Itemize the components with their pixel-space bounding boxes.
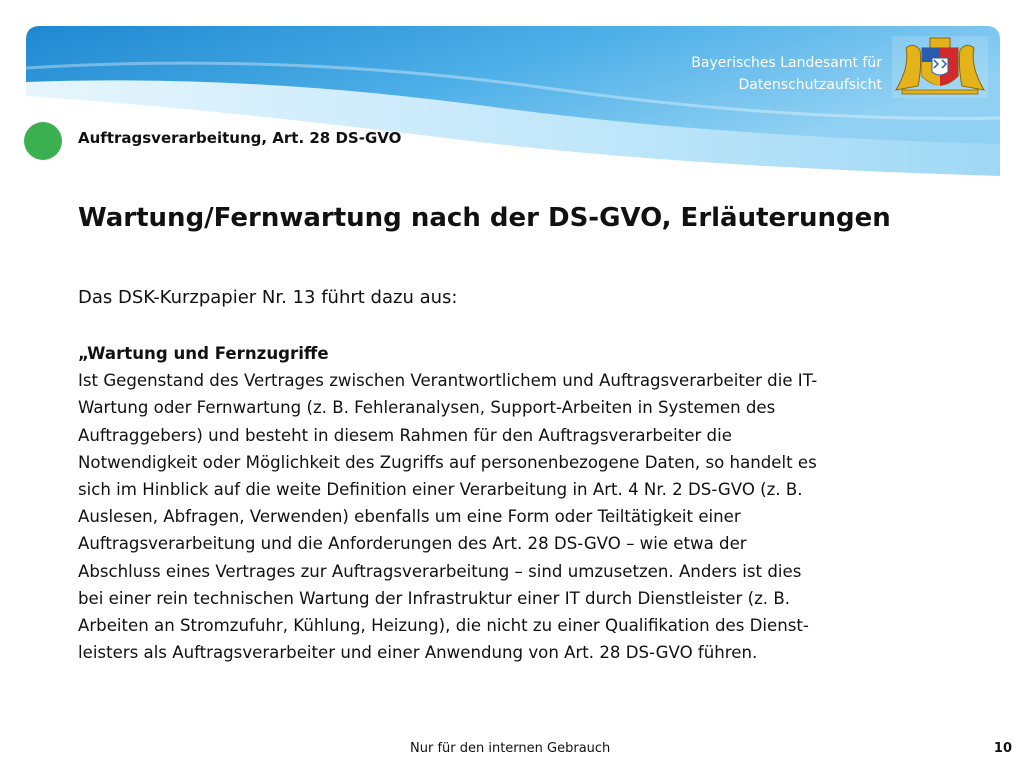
organization-name-line2: Datenschutzaufsicht <box>738 77 882 93</box>
quote-line: Auslesen, Abfragen, Verwenden) ebenfalls um eine Form oder Teiltätigkeit einer <box>78 507 741 527</box>
header-banner <box>26 26 1000 176</box>
quote-line: Wartung oder Fernwartung (z. B. Fehleranalysen, Support-Arbeiten in Systemen des <box>78 398 776 418</box>
bavarian-coat-of-arms-icon <box>892 36 988 98</box>
section-indicator-dot <box>24 122 62 160</box>
quote-block <box>78 340 958 666</box>
quote-line: bei einer rein technischen Wartung der Infrastruktur einer IT durch Dienstleister (z. B. <box>78 588 791 608</box>
quote-line: Auftragsverarbeitung und die Anforderungen des Art. 28 DS-GVO – wie etwa der <box>78 534 747 554</box>
quote-line: sich im Hinblick auf die weite Definition einer Verarbeitung in Art. 4 Nr. 2 DS-GVO (z. B. <box>78 480 803 500</box>
page-number: 10 <box>993 741 1012 756</box>
intro-text: Das DSK-Kurzpapier Nr. 13 führt dazu aus: <box>78 287 458 308</box>
slide-title: Wartung/Fernwartung nach der DS-GVO, Erläuterungen <box>78 203 891 233</box>
organization-name <box>691 52 882 96</box>
quote-line: Ist Gegenstand des Vertrages zwischen Verantwortlichem und Auftragsverarbeiter die IT- <box>78 371 818 391</box>
organization-name-line1: Bayerisches Landesamt für <box>691 55 882 71</box>
section-label: Auftragsverarbeitung, Art. 28 DS-GVO <box>78 129 402 147</box>
quote-line: leisters als Auftragsverarbeiter und einer Anwendung von Art. 28 DS-GVO führen. <box>78 643 758 663</box>
quote-line: Abschluss eines Vertrages zur Auftragsverarbeitung – sind umzusetzen. Anders ist dies <box>78 561 802 581</box>
quote-line: Notwendigkeit oder Möglichkeit des Zugriffs auf personenbezogene Daten, so handelt es <box>78 452 817 472</box>
quote-line: Auftraggebers) und besteht in diesem Rahmen für den Auftragsverarbeiter die <box>78 425 732 445</box>
footer-note: Nur für den internen Gebrauch <box>410 741 611 756</box>
quote-line: Arbeiten an Stromzufuhr, Kühlung, Heizung), die nicht zu einer Qualifikation des Dienst- <box>78 616 809 636</box>
quote-heading: „Wartung und Fernzugriffe <box>78 344 329 363</box>
